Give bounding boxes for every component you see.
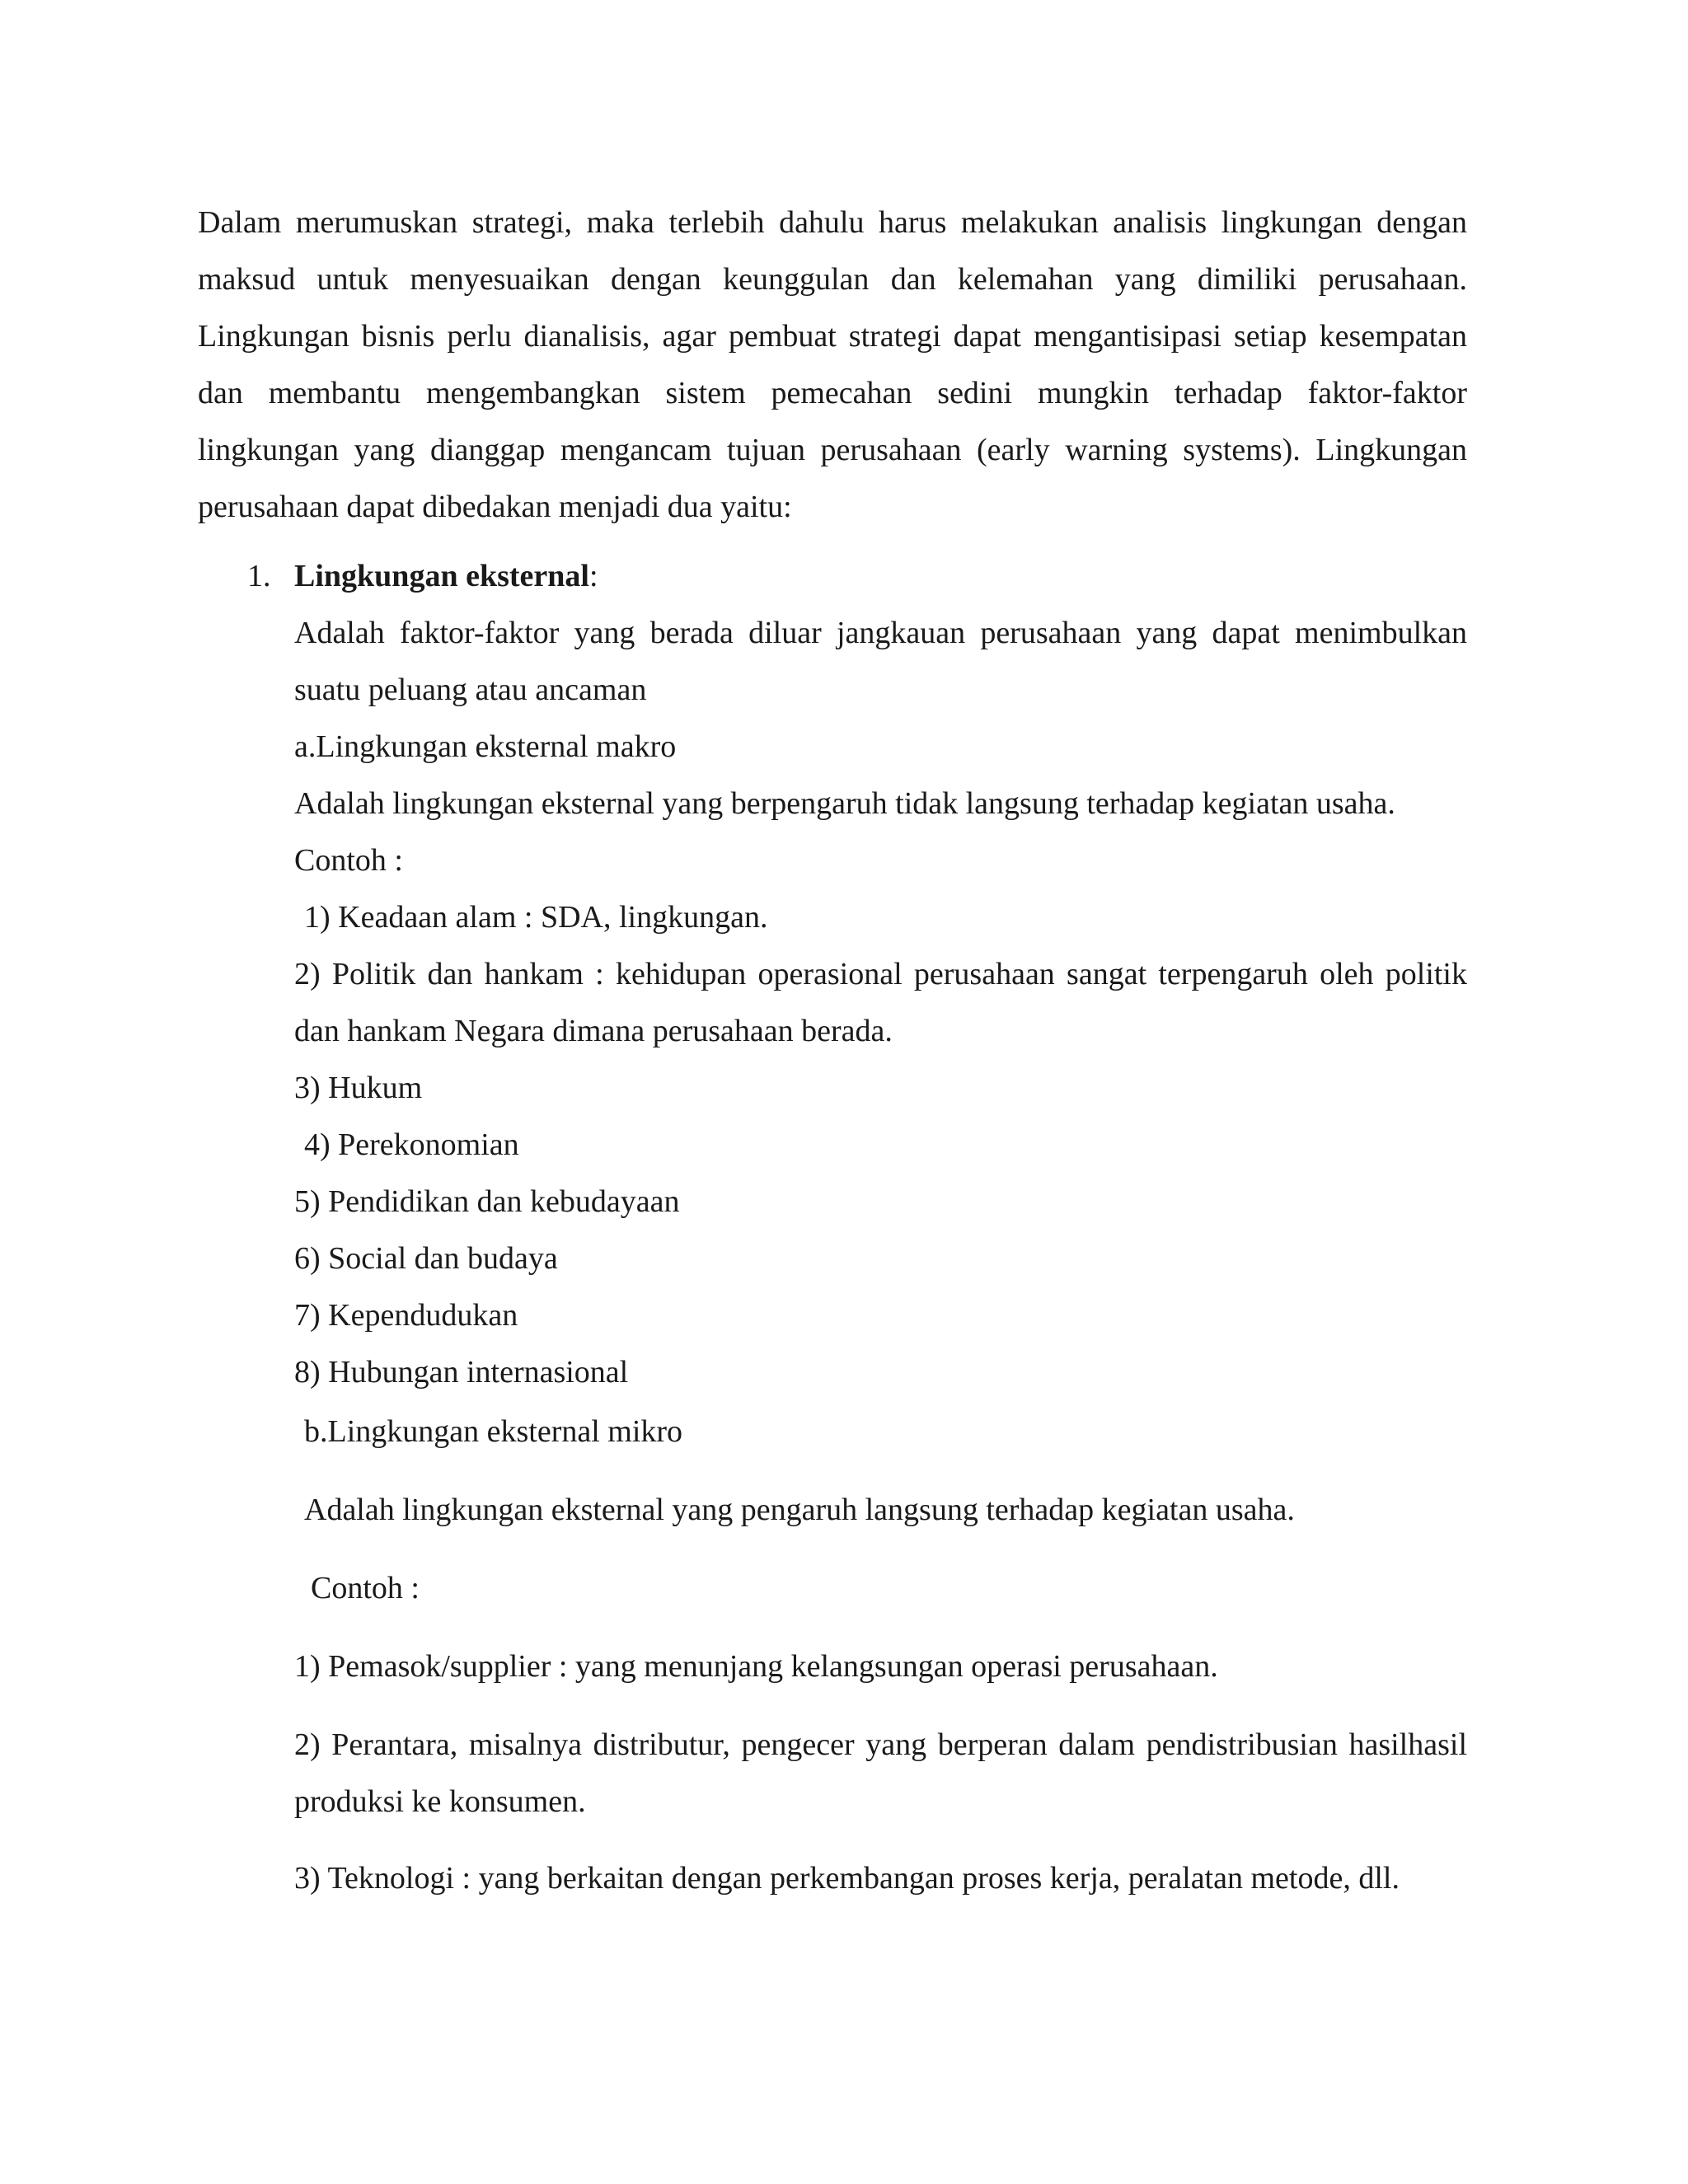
makro-example: 5) Pendidikan dan kebudayaan — [294, 1184, 680, 1219]
makro-example: 8) Hubungan internasional — [294, 1355, 629, 1390]
mikro-example-block — [294, 1717, 1467, 1830]
mikro-example-block — [294, 1850, 1467, 1907]
makro-example: 1) Keadaan alam : SDA, lingkungan. — [304, 900, 768, 935]
mikro-example: 1) Pemasok/supplier : yang menunjang kelangsungan operasi perusahaan. — [294, 1649, 1218, 1684]
list-item-number: 1. — [247, 559, 271, 593]
mikro-heading: b.Lingkungan eksternal mikro — [304, 1414, 683, 1449]
list-item-title-suffix: : — [588, 559, 598, 593]
makro-example: 6) Social dan budaya — [294, 1241, 558, 1276]
mikro-definition-block — [294, 1482, 1467, 1539]
mikro-example: 3) Teknologi : yang berkaitan dengan perkembangan proses kerja, peralatan metode, dll. — [294, 1861, 1400, 1896]
mikro-example-block — [294, 1638, 1467, 1695]
makro-example: 3) Hukum — [294, 1071, 423, 1105]
document-page — [198, 0, 1467, 2184]
makro-example: 4) Perekonomian — [304, 1127, 519, 1162]
makro-example-label: Contoh : — [294, 843, 403, 878]
list-item-title — [294, 548, 598, 605]
makro-example: 2) Politik dan hankam : kehidupan operasional perusahaan sangat terpengaruh oleh politik dan hankam Negara dimana perusahaan berada. — [294, 957, 1467, 1048]
mikro-example-label: Contoh : — [311, 1571, 420, 1605]
list-item-title-bold: Lingkungan eksternal — [294, 559, 589, 593]
eksternal-definition: Adalah faktor-faktor yang berada diluar jangkauan perusahaan yang dapat menimbulkan suatu peluang atau ancaman — [294, 616, 1467, 707]
mikro-example: 2) Perantara, misalnya distributur, pengecer yang berperan dalam pendistribusian hasilhasil produksi ke konsumen. — [294, 1727, 1467, 1819]
mikro-body — [294, 1404, 1467, 1460]
intro-paragraph: Dalam merumuskan strategi, maka terlebih dahulu harus melakukan analisis lingkungan dengan maksud untuk menyesuaikan dengan keunggulan dan kelemahan yang dimiliki perusahaan. Lingkungan bisnis perlu dianalisis, agar pembuat strategi dapat mengantisipasi setiap kesempatan dan membantu mengembangkan sistem pemecahan sedini mungkin terhadap faktor-faktor lingkungan yang dianggap mengancam tujuan perusahaan (early warning systems). Lingkungan perusahaan dapat dibedakan menjadi dua yaitu: — [198, 205, 1467, 524]
makro-definition: Adalah lingkungan eksternal yang berpengaruh tidak langsung terhadap kegiatan usaha. — [294, 786, 1395, 821]
mikro-example-label-block — [294, 1560, 1467, 1617]
eksternal-body — [294, 605, 1467, 1401]
makro-example: 7) Kependudukan — [294, 1298, 518, 1333]
mikro-definition: Adalah lingkungan eksternal yang pengaruh langsung terhadap kegiatan usaha. — [304, 1493, 1295, 1527]
makro-heading: a.Lingkungan eksternal makro — [294, 729, 677, 764]
